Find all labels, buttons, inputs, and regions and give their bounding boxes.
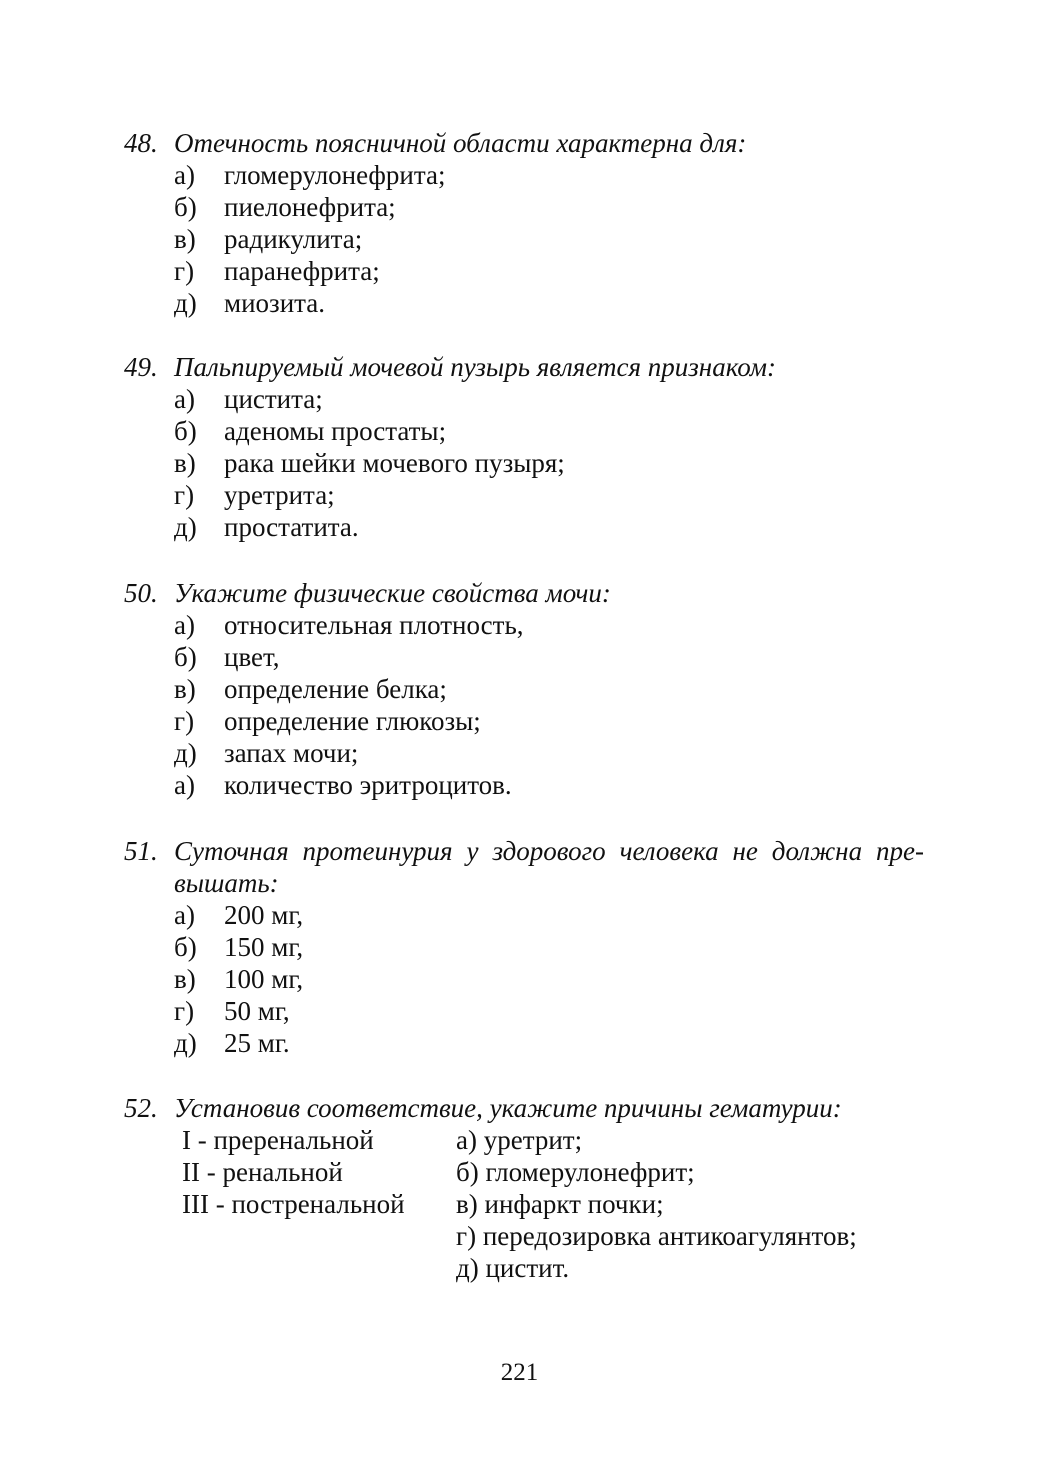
option-letter: б) xyxy=(174,642,197,672)
option-letter: д) xyxy=(174,1028,197,1058)
matching-answer: а) уретрит; xyxy=(456,1125,583,1155)
answer-option xyxy=(174,479,924,511)
answer-option xyxy=(174,641,924,673)
question-text: Установив соответствие, укажите причины гематурии: xyxy=(174,1093,842,1123)
question-number: 51. xyxy=(124,836,158,866)
answer-option xyxy=(174,223,924,255)
question-heading xyxy=(124,577,924,609)
option-letter: а) xyxy=(174,384,195,414)
answer-option xyxy=(174,737,924,769)
option-letter: г) xyxy=(174,480,195,510)
matching-answer: д) цистит. xyxy=(456,1253,570,1283)
matching-table xyxy=(182,1124,924,1284)
question-heading xyxy=(124,127,924,159)
answer-option xyxy=(174,769,924,801)
page-number: 221 xyxy=(500,1359,539,1386)
question-text: Отечность поясничной области характерна для: xyxy=(174,128,747,158)
option-letter: г) xyxy=(174,706,195,736)
question-text: Укажите физические свойства мочи: xyxy=(174,578,611,608)
option-text: 25 мг. xyxy=(224,1028,290,1058)
option-letter: д) xyxy=(174,288,197,318)
option-letter: в) xyxy=(174,224,196,254)
option-letter: б) xyxy=(174,192,197,222)
question-number: 49. xyxy=(124,352,158,382)
matching-category: III - постренальной xyxy=(182,1189,405,1219)
matching-category: I - преренальной xyxy=(182,1125,374,1155)
question-number: 48. xyxy=(124,128,158,158)
question-52 xyxy=(124,1092,924,1284)
option-letter: в) xyxy=(174,448,196,478)
option-text: цвет, xyxy=(224,642,280,672)
question-text: Суточная протеинурия у здорового человека не должна пре-вышать: xyxy=(174,836,924,898)
question-number: 50. xyxy=(124,578,158,608)
answer-option xyxy=(174,191,924,223)
matching-right-column xyxy=(456,1124,857,1284)
option-text: уретрита; xyxy=(224,480,335,510)
matching-answer: г) передозировка антикоагулянтов; xyxy=(456,1221,857,1251)
option-text: 200 мг, xyxy=(224,900,304,930)
answer-option xyxy=(174,511,924,543)
option-text: количество эритроцитов. xyxy=(224,770,512,800)
option-letter: а) xyxy=(174,900,195,930)
answer-option xyxy=(174,931,924,963)
option-letter: б) xyxy=(174,416,197,446)
matching-left-column xyxy=(182,1124,456,1284)
option-letter: д) xyxy=(174,512,197,542)
question-heading xyxy=(124,835,924,899)
option-letter: а) xyxy=(174,160,195,190)
option-letter: б) xyxy=(174,932,197,962)
matching-answer: в) инфаркт почки; xyxy=(456,1189,664,1219)
answer-options xyxy=(174,159,924,319)
answer-option xyxy=(174,995,924,1027)
question-51 xyxy=(124,835,924,1059)
option-text: 150 мг, xyxy=(224,932,304,962)
option-text: гломерулонефрита; xyxy=(224,160,446,190)
question-48 xyxy=(124,127,924,319)
option-letter: в) xyxy=(174,674,196,704)
option-letter: а) xyxy=(174,610,195,640)
question-50 xyxy=(124,577,924,801)
option-letter: а) xyxy=(174,770,195,800)
option-text: миозита. xyxy=(224,288,326,318)
answer-option xyxy=(174,383,924,415)
option-letter: г) xyxy=(174,256,195,286)
option-text: 50 мг, xyxy=(224,996,290,1026)
answer-options xyxy=(174,609,924,801)
question-number: 52. xyxy=(124,1093,158,1123)
answer-options xyxy=(174,899,924,1059)
answer-options xyxy=(174,383,924,543)
question-49 xyxy=(124,351,924,543)
answer-option xyxy=(174,609,924,641)
option-text: определение белка; xyxy=(224,674,447,704)
answer-option xyxy=(174,705,924,737)
answer-option xyxy=(174,159,924,191)
answer-option xyxy=(174,255,924,287)
option-text: паранефрита; xyxy=(224,256,380,286)
answer-option xyxy=(174,673,924,705)
option-letter: д) xyxy=(174,738,197,768)
answer-option xyxy=(174,415,924,447)
option-text: простатита. xyxy=(224,512,359,542)
answer-option xyxy=(174,899,924,931)
answer-option xyxy=(174,1027,924,1059)
question-text: Пальпируемый мочевой пузырь является признаком: xyxy=(174,352,776,382)
option-text: радикулита; xyxy=(224,224,363,254)
question-heading xyxy=(124,351,924,383)
option-letter: г) xyxy=(174,996,195,1026)
matching-answer: б) гломерулонефрит; xyxy=(456,1157,695,1187)
option-text: цистита; xyxy=(224,384,323,414)
option-text: 100 мг, xyxy=(224,964,304,994)
question-heading xyxy=(124,1092,924,1124)
option-letter: в) xyxy=(174,964,196,994)
matching-category: II - ренальной xyxy=(182,1157,343,1187)
option-text: пиелонефрита; xyxy=(224,192,396,222)
option-text: рака шейки мочевого пузыря; xyxy=(224,448,565,478)
option-text: относительная плотность, xyxy=(224,610,524,640)
option-text: запах мочи; xyxy=(224,738,359,768)
answer-option xyxy=(174,287,924,319)
option-text: определение глюкозы; xyxy=(224,706,481,736)
option-text: аденомы простаты; xyxy=(224,416,447,446)
answer-option xyxy=(174,447,924,479)
answer-option xyxy=(174,963,924,995)
